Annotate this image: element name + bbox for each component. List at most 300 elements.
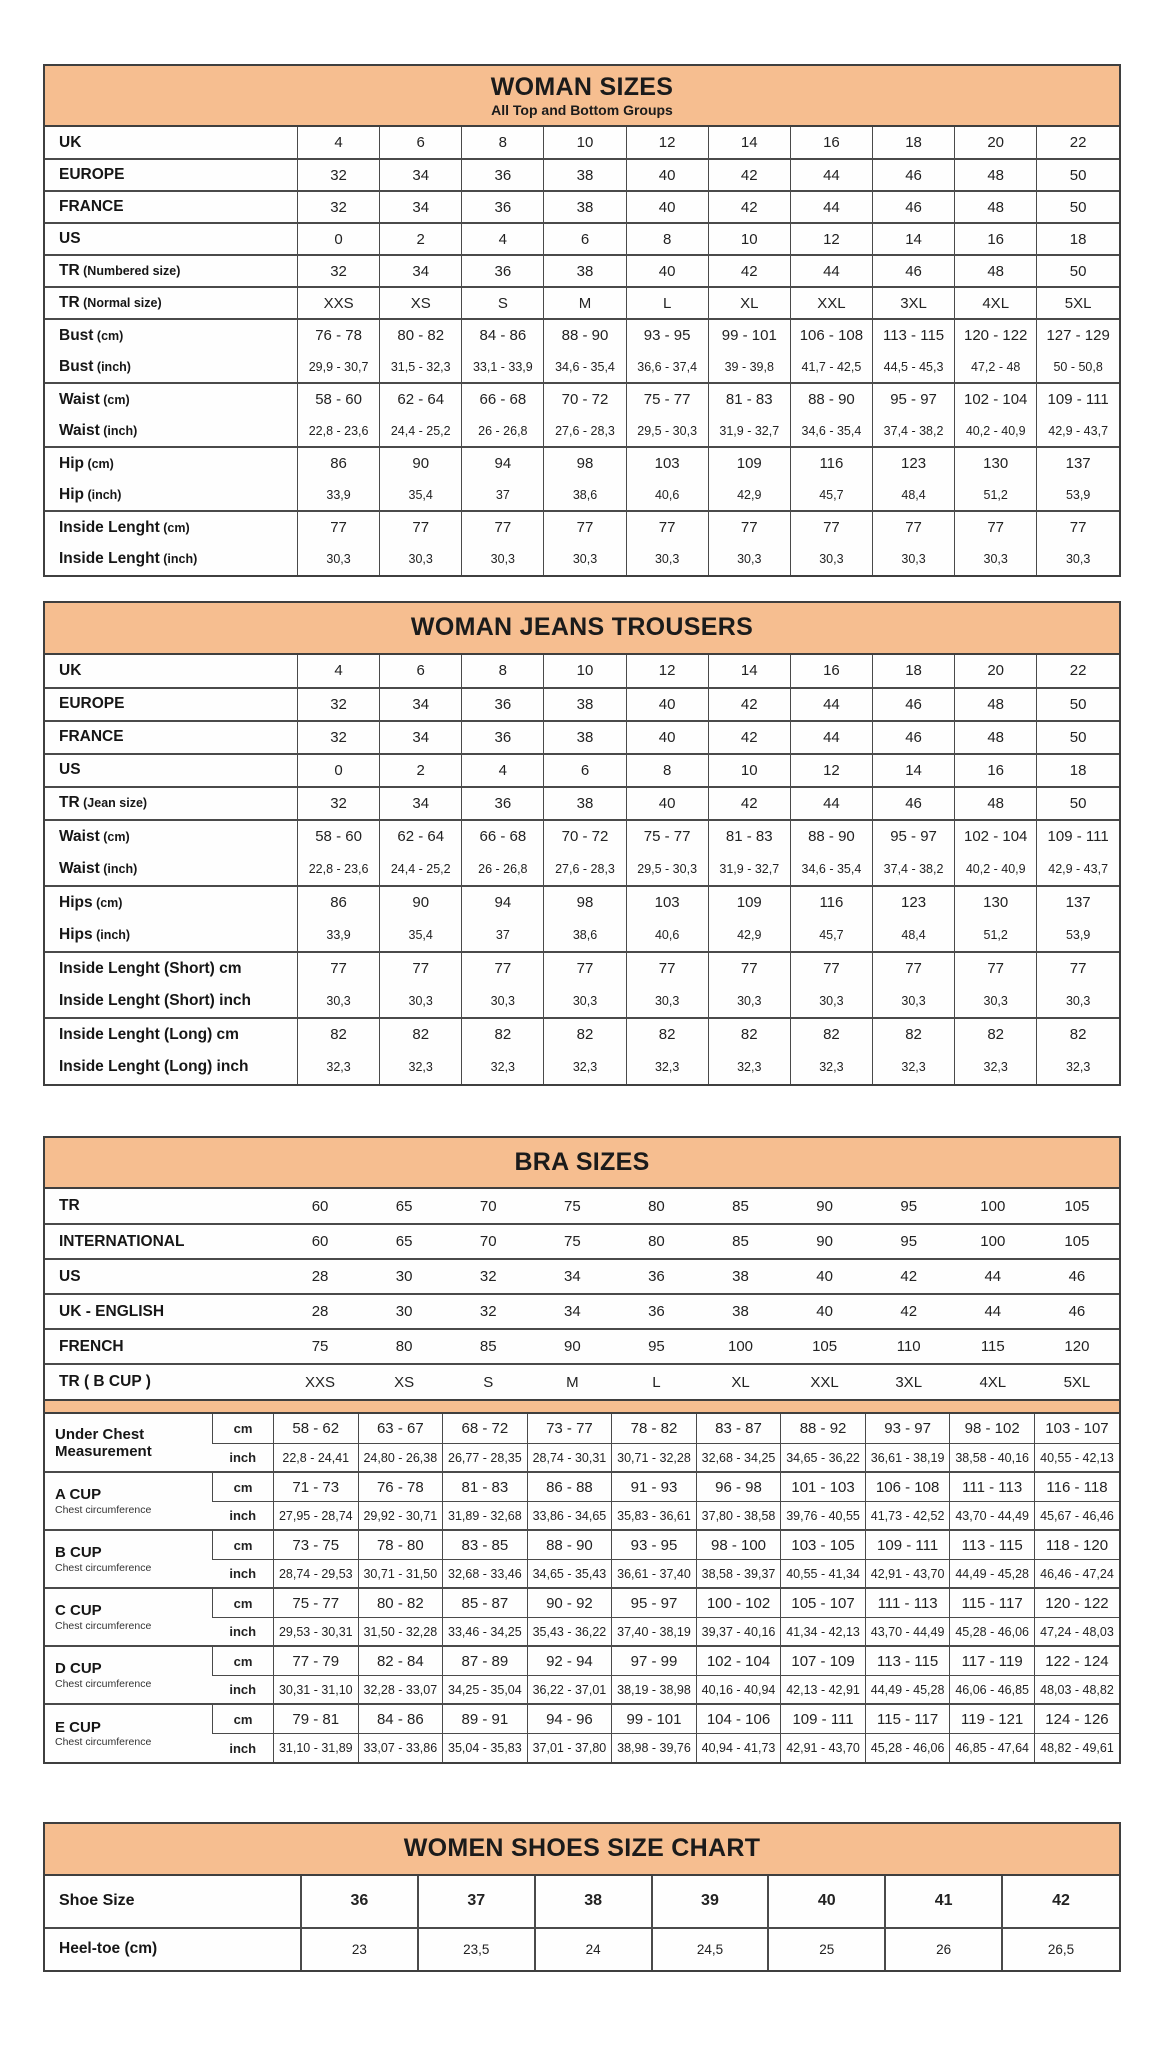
cup-subtitle: Chest circumference (55, 1619, 152, 1632)
table-row (45, 1259, 1119, 1294)
size-cell: 30 (362, 1294, 446, 1329)
size-cell: 110 (867, 1329, 951, 1364)
size-cell: 20 (955, 655, 1037, 688)
size-cell: 37,4 - 38,2 (872, 853, 954, 886)
size-cell: 85 (732, 1197, 749, 1215)
size-cell: 32,3 (1037, 1051, 1119, 1084)
size-cell: 30,3 (1037, 543, 1119, 575)
size-cell: 58 - 60 (298, 820, 380, 853)
size-cell: 20 (955, 127, 1037, 159)
size-cell: 83 - 85 (443, 1530, 528, 1559)
size-cell: 40 (626, 787, 708, 820)
size-cell: 77 (708, 511, 790, 543)
size-cell: 33,86 - 34,65 (527, 1501, 612, 1530)
size-cell: 30,3 (544, 985, 626, 1018)
size-cell: 76 - 78 (298, 319, 380, 351)
size-cell: XS (362, 1364, 446, 1399)
size-cell: 66 - 68 (462, 820, 544, 853)
table-title: WOMEN SHOES SIZE CHART (403, 1834, 761, 1863)
size-cell: 85 (698, 1224, 782, 1259)
size-cell: 32,3 (708, 1051, 790, 1084)
size-cell: 30,3 (708, 543, 790, 575)
size-cell: 38,6 (544, 919, 626, 952)
size-cell: 29,5 - 30,3 (626, 415, 708, 447)
table-row (45, 127, 1119, 159)
size-cell: XXL (790, 287, 872, 319)
size-cell: 32,3 (544, 1051, 626, 1084)
table-row (45, 1294, 1119, 1329)
size-cell: 36 (614, 1294, 698, 1329)
size-cell: 46,06 - 46,85 (950, 1675, 1035, 1704)
row-label: Hips (inch) (59, 925, 131, 943)
size-cell: 14 (872, 754, 954, 787)
size-cell: 102 - 104 (696, 1646, 781, 1675)
size-cell: 36 (614, 1259, 698, 1294)
size-cell: 44 (790, 255, 872, 287)
size-cell: 120 - 122 (955, 319, 1037, 351)
size-cell: 25 (768, 1928, 885, 1970)
size-cell: 31,50 - 32,28 (358, 1617, 443, 1646)
row-label: Hip (inch) (59, 485, 122, 503)
size-cell: 48 (955, 191, 1037, 223)
size-cell: 24,80 - 26,38 (358, 1443, 443, 1472)
table-row (45, 223, 1119, 255)
size-cell: 48,4 (872, 479, 954, 511)
size-cell: 100 (698, 1329, 782, 1364)
size-cell: 42 (708, 159, 790, 191)
size-cell: 33,1 - 33,9 (462, 351, 544, 383)
size-cell: 77 (790, 952, 872, 985)
size-cell: 14 (708, 127, 790, 159)
size-cell: 30,3 (380, 543, 462, 575)
size-cell: 22 (1037, 655, 1119, 688)
size-cell: 46,46 - 47,24 (1034, 1559, 1119, 1588)
size-cell: 29,53 - 30,31 (274, 1617, 359, 1646)
size-cell: 48 (955, 159, 1037, 191)
woman-jeans-table (43, 601, 1121, 1086)
size-cell: 82 (298, 1018, 380, 1051)
table-row (45, 1876, 1119, 1928)
size-cell: 12 (790, 754, 872, 787)
size-cell: 120 - 122 (1034, 1588, 1119, 1617)
size-cell: 117 - 119 (950, 1646, 1035, 1675)
size-cell: 77 (380, 952, 462, 985)
size-cell: 4 (298, 655, 380, 688)
row-label-unit: (inch) (159, 552, 198, 567)
size-cell: 77 (544, 952, 626, 985)
size-cell: 46 (872, 191, 954, 223)
cup-label (45, 1472, 213, 1530)
size-cell: 34,6 - 35,4 (544, 351, 626, 383)
size-cell: 4 (298, 127, 380, 159)
size-cell: 32 (298, 255, 380, 287)
size-cell: 16 (790, 655, 872, 688)
size-cell: 30,3 (298, 985, 380, 1018)
size-cell: 77 (872, 511, 954, 543)
size-cell: 38 (535, 1876, 652, 1928)
size-cell: 30,3 (626, 985, 708, 1018)
row-label: INTERNATIONAL (45, 1224, 278, 1259)
size-cell: 87 - 89 (443, 1646, 528, 1675)
size-cell: 46 (872, 688, 954, 721)
size-cell: 94 - 96 (527, 1704, 612, 1733)
size-cell: 32 (446, 1294, 530, 1329)
size-cell: 22,8 - 23,6 (298, 415, 380, 447)
size-cell: 30,3 (1037, 985, 1119, 1018)
size-cell: 46 (1035, 1294, 1119, 1329)
size-cell: 44 (790, 688, 872, 721)
table-row (45, 159, 1119, 191)
size-cell: 34 (380, 255, 462, 287)
size-cell: 3XL (867, 1364, 951, 1399)
size-cell: 35,4 (380, 479, 462, 511)
size-cell: 38,19 - 38,98 (612, 1675, 697, 1704)
size-cell: 32 (298, 721, 380, 754)
size-cell: 10 (544, 127, 626, 159)
size-cell: 77 (626, 952, 708, 985)
size-cell: 40 (768, 1876, 885, 1928)
row-label-unit: (cm) (83, 456, 114, 471)
size-cell: 48 (955, 721, 1037, 754)
size-cell: 38 (544, 721, 626, 754)
size-cell: 24 (535, 1928, 652, 1970)
row-label: UK (59, 133, 82, 151)
size-cell: XS (380, 287, 462, 319)
size-cell: 30,3 (626, 543, 708, 575)
size-cell: 53,9 (1037, 919, 1119, 952)
size-cell: 94 (462, 447, 544, 479)
size-cell: 0 (298, 754, 380, 787)
size-cell: 43,70 - 44,49 (950, 1501, 1035, 1530)
unit-cell: inch (213, 1617, 274, 1646)
size-cell: 6 (544, 754, 626, 787)
unit-cell: cm (213, 1530, 274, 1559)
unit-cell: inch (213, 1559, 274, 1588)
size-cell: 30 (362, 1259, 446, 1294)
size-cell: 32 (298, 787, 380, 820)
cup-name: E CUP (55, 1718, 101, 1736)
women-shoes-grid (45, 1876, 1119, 1970)
size-cell: 71 - 73 (274, 1472, 359, 1501)
size-cell: 95 - 97 (872, 383, 954, 415)
size-cell: 77 (955, 511, 1037, 543)
size-cell: 33,46 - 34,25 (443, 1617, 528, 1646)
size-cell: 32,3 (790, 1051, 872, 1084)
size-cell: 51,2 (955, 919, 1037, 952)
row-label: Inside Lenght (Short) inch (59, 991, 252, 1009)
row-label: EUROPE (45, 688, 298, 721)
size-cell: 66 - 68 (462, 383, 544, 415)
size-cell: 99 - 101 (612, 1704, 697, 1733)
size-cell: 70 (479, 1197, 497, 1215)
size-cell: 30,3 (380, 985, 462, 1018)
size-cell: 36,61 - 37,40 (612, 1559, 697, 1588)
size-cell: 39,76 - 40,55 (781, 1501, 866, 1530)
size-cell: 28 (278, 1294, 362, 1329)
size-cell: 70 - 72 (544, 383, 626, 415)
size-cell: 50 (1037, 721, 1119, 754)
size-cell: 111 - 113 (950, 1472, 1035, 1501)
size-cell: 32,68 - 34,25 (696, 1443, 781, 1472)
table-row (45, 1646, 1119, 1675)
size-cell: 5XL (1035, 1364, 1119, 1399)
size-cell: 44,49 - 45,28 (865, 1675, 950, 1704)
size-cell: 45,28 - 46,06 (950, 1617, 1035, 1646)
size-cell: 50 (1037, 688, 1119, 721)
bra-sizes-header (45, 1138, 1119, 1190)
size-cell: 28,74 - 30,31 (527, 1443, 612, 1472)
size-cell: 48,82 - 49,61 (1034, 1733, 1119, 1762)
size-cell: 8 (462, 655, 544, 688)
size-cell: 109 - 111 (1037, 383, 1119, 415)
size-cell: 29,5 - 30,3 (626, 853, 708, 886)
row-label: Bust (inch) (59, 357, 131, 375)
size-cell: 34,65 - 36,22 (781, 1443, 866, 1472)
size-cell: 43,70 - 44,49 (865, 1617, 950, 1646)
size-cell: 88 - 92 (781, 1414, 866, 1443)
size-cell: 77 (544, 511, 626, 543)
size-cell: 40 (626, 688, 708, 721)
size-cell: 32,3 (380, 1051, 462, 1084)
table-row (45, 1530, 1119, 1559)
row-label: Heel-toe (cm) (45, 1928, 301, 1970)
size-cell: 38,98 - 39,76 (612, 1733, 697, 1762)
size-cell: 44 (951, 1259, 1035, 1294)
size-cell: 90 (380, 447, 462, 479)
size-cell: 123 (872, 447, 954, 479)
size-cell: 86 (298, 886, 380, 919)
size-cell: 80 (614, 1224, 698, 1259)
size-cell: 47,24 - 48,03 (1034, 1617, 1119, 1646)
size-cell: 34,6 - 35,4 (790, 415, 872, 447)
size-cell: 73 - 77 (527, 1414, 612, 1443)
size-cell: 50 (1037, 787, 1119, 820)
size-cell: 38,58 - 40,16 (950, 1443, 1035, 1472)
size-cell: 30,3 (544, 543, 626, 575)
size-cell: 42 (708, 255, 790, 287)
size-cell: 115 (951, 1329, 1035, 1364)
row-label: FRENCH (45, 1329, 278, 1364)
size-cell: 85 (446, 1329, 530, 1364)
size-cell: 75 - 77 (626, 383, 708, 415)
table-row (45, 1364, 1119, 1399)
row-label: Waist (cm) (45, 383, 298, 415)
size-cell: 32 (298, 191, 380, 223)
size-cell: 77 (462, 511, 544, 543)
table-row (45, 1588, 1119, 1617)
size-cell: 80 - 82 (358, 1588, 443, 1617)
size-cell: 29,9 - 30,7 (298, 351, 380, 383)
size-cell: XXS (278, 1364, 362, 1399)
table-subtitle: All Top and Bottom Groups (491, 101, 673, 118)
row-label: US (45, 1259, 278, 1294)
size-cell: 70 (446, 1224, 530, 1259)
size-cell: 37,4 - 38,2 (872, 415, 954, 447)
size-cell: 12 (626, 127, 708, 159)
size-cell: 53,9 (1037, 479, 1119, 511)
table-row (45, 287, 1119, 319)
size-cell: 102 - 104 (955, 820, 1037, 853)
size-cell: 44,5 - 45,3 (872, 351, 954, 383)
size-cell: 48,4 (872, 919, 954, 952)
size-cell: 130 (955, 886, 1037, 919)
size-cell: 27,95 - 28,74 (274, 1501, 359, 1530)
size-cell: 34 (530, 1259, 614, 1294)
size-cell: 24,5 (652, 1928, 769, 1970)
row-label-unit: (cm) (92, 895, 123, 910)
size-cell: 12 (790, 223, 872, 255)
size-cell: 5XL (1037, 287, 1119, 319)
size-cell: 80 (362, 1329, 446, 1364)
table-row (45, 1051, 1119, 1084)
size-cell: 109 (708, 447, 790, 479)
row-label: Waist (cm) (45, 820, 298, 853)
size-cell: 77 (626, 511, 708, 543)
size-cell: 62 - 64 (380, 383, 462, 415)
size-cell: 44 (790, 787, 872, 820)
size-cell: 77 (1037, 511, 1119, 543)
size-cell: M (530, 1364, 614, 1399)
size-cell: 100 (980, 1197, 1006, 1215)
size-cell: 47,2 - 48 (955, 351, 1037, 383)
row-label: Waist (inch) (59, 859, 138, 877)
size-cell: 96 - 98 (696, 1472, 781, 1501)
table-row (45, 191, 1119, 223)
size-cell: 4 (462, 223, 544, 255)
size-cell: 28,74 - 29,53 (274, 1559, 359, 1588)
size-cell: 36 (462, 159, 544, 191)
size-cell: 26,5 (1002, 1928, 1119, 1970)
size-cell: 82 (790, 1018, 872, 1051)
size-cell: 90 - 92 (527, 1588, 612, 1617)
size-cell: 77 (872, 952, 954, 985)
size-cell: 63 - 67 (358, 1414, 443, 1443)
size-cell: 38 (544, 159, 626, 191)
size-cell: 127 - 129 (1037, 319, 1119, 351)
size-cell: 36 (462, 255, 544, 287)
size-cell: 90 (530, 1329, 614, 1364)
table-row (45, 1414, 1119, 1443)
row-label: TR ( B CUP ) (45, 1364, 278, 1399)
size-cell: 34 (380, 159, 462, 191)
size-cell: 34 (380, 721, 462, 754)
cup-subtitle: Chest circumference (55, 1561, 152, 1574)
cup-name: A CUP (55, 1486, 102, 1504)
size-cell: 77 (1037, 952, 1119, 985)
size-cell: 32 (446, 1259, 530, 1294)
table-title: WOMAN JEANS TROUSERS (410, 613, 754, 642)
size-cell: 24,4 - 25,2 (380, 853, 462, 886)
row-label: Hips (cm) (45, 886, 298, 919)
row-label: FRANCE (45, 191, 298, 223)
size-cell: 77 (955, 952, 1037, 985)
table-row (45, 1224, 1119, 1259)
row-label-unit: (cm) (159, 520, 190, 535)
cup-label (45, 1704, 213, 1762)
size-cell: 38 (544, 688, 626, 721)
size-cell: 30,3 (872, 985, 954, 1018)
table-row (45, 886, 1119, 919)
size-cell: 48 (955, 787, 1037, 820)
row-label-unit: (cm) (99, 392, 130, 407)
table-row (45, 255, 1119, 287)
size-cell: 32,3 (872, 1051, 954, 1084)
size-cell: 44,49 - 45,28 (950, 1559, 1035, 1588)
size-cell: 44 (790, 721, 872, 754)
size-cell: 101 - 103 (781, 1472, 866, 1501)
size-cell: 94 (462, 886, 544, 919)
row-label: Inside Lenght (Short) cm (45, 952, 298, 985)
size-cell: L (626, 287, 708, 319)
size-cell: 38 (544, 255, 626, 287)
table-row (45, 919, 1119, 952)
size-cell: 99 - 101 (708, 319, 790, 351)
size-cell: 85 - 87 (443, 1588, 528, 1617)
size-cell: 30,3 (790, 985, 872, 1018)
size-cell: 31,9 - 32,7 (708, 853, 790, 886)
size-cell: 33,07 - 33,86 (358, 1733, 443, 1762)
cup-subtitle: Chest circumference (55, 1677, 152, 1690)
size-cell: 103 (626, 886, 708, 919)
size-cell: L (614, 1364, 698, 1399)
size-cell: 35,83 - 36,61 (612, 1501, 697, 1530)
size-cell: 95 - 97 (872, 820, 954, 853)
women-shoes-header (45, 1824, 1119, 1876)
size-cell: 37,80 - 38,58 (696, 1501, 781, 1530)
row-label-unit: (Numbered size) (79, 264, 181, 279)
size-cell: 78 - 82 (612, 1414, 697, 1443)
size-cell: 82 (708, 1018, 790, 1051)
table-row (45, 952, 1119, 985)
size-cell: 39,37 - 40,16 (696, 1617, 781, 1646)
size-cell: 118 - 120 (1034, 1530, 1119, 1559)
size-cell: 40,55 - 42,13 (1034, 1443, 1119, 1472)
bra-sizes-table (43, 1136, 1121, 1765)
size-cell: XL (708, 287, 790, 319)
table-row (45, 1928, 1119, 1970)
bra-conversion-grid (45, 1189, 1119, 1399)
size-cell: 84 - 86 (358, 1704, 443, 1733)
row-label: TR (59, 1197, 80, 1215)
size-cell: 102 - 104 (955, 383, 1037, 415)
cup-label (45, 1530, 213, 1588)
table-row (45, 543, 1119, 575)
size-cell: 90 (380, 886, 462, 919)
size-cell: 40 (626, 721, 708, 754)
table-row (45, 383, 1119, 415)
size-cell: 44 (790, 191, 872, 223)
size-cell: 14 (872, 223, 954, 255)
unit-cell: cm (213, 1704, 274, 1733)
size-cell: 30,3 (955, 543, 1037, 575)
bra-cup-grid (45, 1414, 1119, 1762)
size-cell: 36 (301, 1876, 418, 1928)
size-cell: 86 - 88 (527, 1472, 612, 1501)
table-row (45, 351, 1119, 383)
size-cell: 105 (1064, 1197, 1090, 1215)
size-cell: 42 (708, 191, 790, 223)
size-cell: 41,73 - 42,52 (865, 1501, 950, 1530)
size-cell: 31,89 - 32,68 (443, 1501, 528, 1530)
table-row (45, 479, 1119, 511)
size-cell: 4XL (951, 1364, 1035, 1399)
size-cell: 91 - 93 (612, 1472, 697, 1501)
size-cell: 113 - 115 (865, 1646, 950, 1675)
size-cell: 42,91 - 43,70 (781, 1733, 866, 1762)
size-cell: 30,3 (462, 543, 544, 575)
size-cell: S (446, 1364, 530, 1399)
size-cell: 100 (951, 1224, 1035, 1259)
